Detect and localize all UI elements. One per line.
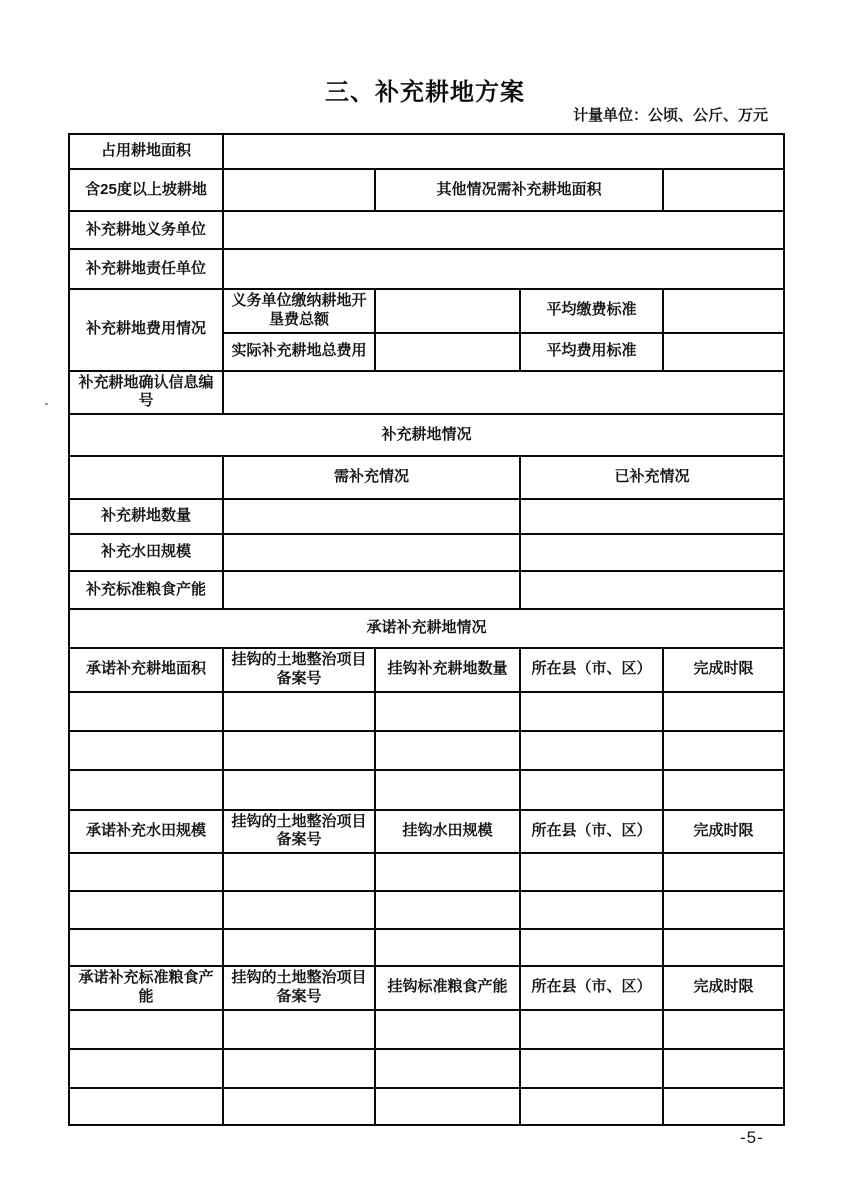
slope25-row: [69, 169, 784, 211]
responsibility-unit-value-cell: [223, 249, 784, 289]
empty-cell: [663, 929, 784, 966]
grain-capacity-row: [69, 571, 784, 609]
empty-cell: [69, 1049, 223, 1088]
avg-fee-standard-value-cell: [663, 333, 784, 371]
promise-area-linked-metric-label: 挂钩补充耕地数量: [375, 648, 520, 692]
other-need-area-value-cell: [663, 169, 784, 211]
empty-cell: [223, 731, 375, 770]
supplement-quantity-need-cell: [223, 499, 520, 534]
promise-paddy-header-row: [69, 810, 784, 854]
section-title: 三、补充耕地方案: [325, 79, 525, 106]
empty-cell: [223, 770, 375, 810]
form-table: [68, 133, 785, 1126]
empty-cell: [223, 853, 375, 891]
confirm-info-number-value-cell: [223, 371, 784, 415]
empty-cell: [520, 891, 663, 929]
empty-cell: [663, 891, 784, 929]
promise-capacity-linked-metric-label: 挂钩标准粮食产能: [375, 966, 520, 1010]
empty-cell: [223, 1088, 375, 1125]
promise-paddy-data-row: [69, 929, 784, 966]
page-number: -5-: [740, 1128, 764, 1147]
empty-cell: [520, 1010, 663, 1049]
empty-cell: [375, 891, 520, 929]
occupied-area-row: [69, 134, 784, 169]
empty-cell: [223, 891, 375, 929]
slope25-label: 含25度以上坡耕地: [69, 169, 223, 211]
occupied-area-label: 占用耕地面积: [69, 134, 223, 169]
confirm-info-row: [69, 371, 784, 415]
promise-section-row: [69, 609, 784, 648]
empty-cell: [663, 1049, 784, 1088]
promise-capacity-project-no-label: 挂钩的土地整治项目备案号: [223, 966, 375, 1010]
promise-section-header: 承诺补充耕地情况: [69, 609, 784, 648]
promise-paddy-label: 承诺补充水田规模: [69, 810, 223, 854]
avg-payment-standard-value-cell: [663, 289, 784, 333]
empty-cell: [375, 853, 520, 891]
promise-area-data-row: [69, 770, 784, 810]
empty-cell: [375, 770, 520, 810]
empty-cell: [69, 731, 223, 770]
obligation-unit-row: [69, 211, 784, 249]
grain-capacity-need-cell: [223, 571, 520, 609]
fee-reclaim-total-value-cell: [375, 289, 520, 333]
occupied-area-value-cell: [223, 134, 784, 169]
need-supplement-header: 需补充情况: [223, 456, 520, 499]
actual-fee-total-label: 实际补充耕地总费用: [223, 333, 375, 371]
empty-cell: [520, 853, 663, 891]
supplement-section-row: [69, 414, 784, 456]
promise-paddy-county-label: 所在县（市、区）: [520, 810, 663, 854]
paddy-scale-need-cell: [223, 534, 520, 571]
empty-cell: [375, 929, 520, 966]
promise-paddy-project-no-label: 挂钩的土地整治项目备案号: [223, 810, 375, 854]
grain-capacity-done-cell: [520, 571, 784, 609]
promise-capacity-header-row: [69, 966, 784, 1010]
fee-reclaim-total-label: 义务单位缴纳耕地开垦费总额: [223, 289, 375, 333]
empty-cell: [520, 1088, 663, 1125]
responsibility-unit-label: 补充耕地责任单位: [69, 249, 223, 289]
supplement-section-header: 补充耕地情况: [69, 414, 784, 456]
scan-speck: [45, 403, 48, 405]
paddy-scale-done-cell: [520, 534, 784, 571]
empty-cell: [69, 1010, 223, 1049]
promise-area-data-row: [69, 692, 784, 731]
promise-capacity-data-row: [69, 1010, 784, 1049]
promise-capacity-deadline-label: 完成时限: [663, 966, 784, 1010]
empty-cell: [663, 770, 784, 810]
empty-cell: [663, 1088, 784, 1125]
empty-cell: [69, 1088, 223, 1125]
promise-area-label: 承诺补充耕地面积: [69, 648, 223, 692]
empty-cell: [375, 1010, 520, 1049]
promise-capacity-county-label: 所在县（市、区）: [520, 966, 663, 1010]
empty-cell: [223, 1010, 375, 1049]
promise-area-deadline-label: 完成时限: [663, 648, 784, 692]
empty-cell: [520, 929, 663, 966]
promise-paddy-deadline-label: 完成时限: [663, 810, 784, 854]
empty-cell: [223, 929, 375, 966]
empty-cell: [663, 692, 784, 731]
obligation-unit-label: 补充耕地义务单位: [69, 211, 223, 249]
confirm-info-number-label: 补充耕地确认信息编号: [69, 371, 223, 415]
empty-cell: [375, 1088, 520, 1125]
empty-cell: [375, 731, 520, 770]
promise-capacity-data-row: [69, 1088, 784, 1125]
supplement-quantity-row: [69, 499, 784, 534]
paddy-scale-label: 补充水田规模: [69, 534, 223, 571]
empty-cell: [69, 692, 223, 731]
supplement-subheader-row: [69, 456, 784, 499]
obligation-unit-value-cell: [223, 211, 784, 249]
empty-cell: [223, 692, 375, 731]
fee-row-1: [69, 289, 784, 333]
empty-cell: [223, 1049, 375, 1088]
promise-area-project-no-label: 挂钩的土地整治项目备案号: [223, 648, 375, 692]
supplement-quantity-done-cell: [520, 499, 784, 534]
empty-cell: [375, 1049, 520, 1088]
paddy-scale-row: [69, 534, 784, 571]
grain-capacity-label: 补充标准粮食产能: [69, 571, 223, 609]
empty-cell: [520, 770, 663, 810]
other-need-area-label: 其他情况需补充耕地面积: [375, 169, 663, 211]
promise-area-header-row: [69, 648, 784, 692]
supplement-corner-empty-cell: [69, 456, 223, 499]
empty-cell: [69, 929, 223, 966]
promise-capacity-label: 承诺补充标准粮食产能: [69, 966, 223, 1010]
slope25-value-cell: [223, 169, 375, 211]
empty-cell: [69, 770, 223, 810]
empty-cell: [520, 692, 663, 731]
empty-cell: [69, 891, 223, 929]
empty-cell: [663, 1010, 784, 1049]
avg-payment-standard-label: 平均缴费标准: [520, 289, 663, 333]
supplement-quantity-label: 补充耕地数量: [69, 499, 223, 534]
promise-area-data-row: [69, 731, 784, 770]
empty-cell: [520, 731, 663, 770]
empty-cell: [69, 853, 223, 891]
promise-area-county-label: 所在县（市、区）: [520, 648, 663, 692]
actual-fee-total-value-cell: [375, 333, 520, 371]
empty-cell: [663, 731, 784, 770]
unit-note: 计量单位：公顷、公斤、万元: [572, 107, 768, 124]
responsibility-unit-row: [69, 249, 784, 289]
promise-paddy-data-row: [69, 853, 784, 891]
empty-cell: [520, 1049, 663, 1088]
promise-paddy-data-row: [69, 891, 784, 929]
promise-capacity-data-row: [69, 1049, 784, 1088]
already-supplement-header: 已补充情况: [520, 456, 784, 499]
empty-cell: [375, 692, 520, 731]
empty-cell: [663, 853, 784, 891]
avg-fee-standard-label: 平均费用标准: [520, 333, 663, 371]
promise-paddy-linked-metric-label: 挂钩水田规模: [375, 810, 520, 854]
fee-section-label: 补充耕地费用情况: [69, 289, 223, 371]
